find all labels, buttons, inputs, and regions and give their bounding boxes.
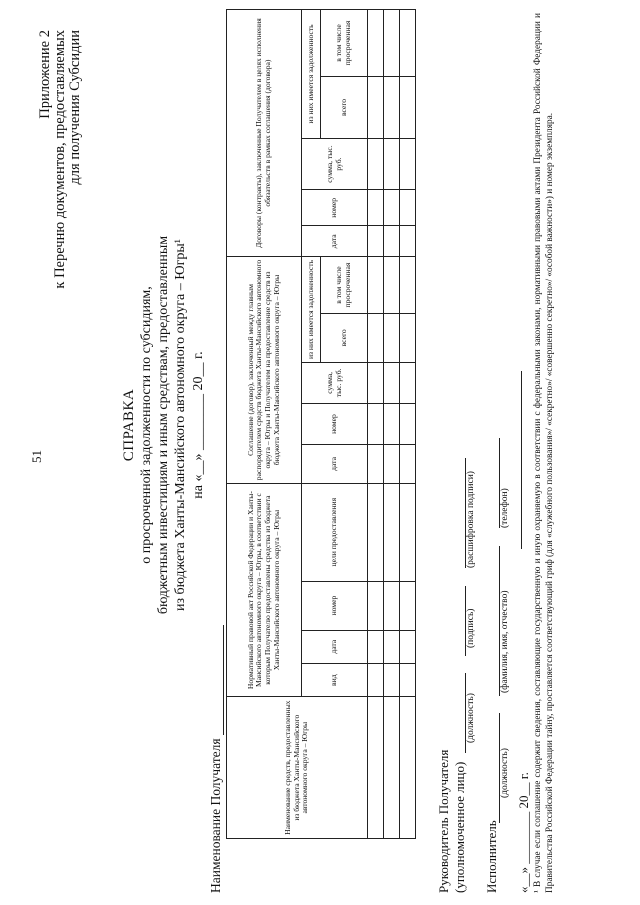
table-cell[interactable] xyxy=(400,257,416,314)
table-cell[interactable] xyxy=(400,138,416,189)
table-cell[interactable] xyxy=(400,77,416,139)
table-cell[interactable] xyxy=(400,483,416,581)
table-cell[interactable] xyxy=(368,257,384,314)
signature-date-line: «__» ________ 20__ г. xyxy=(516,772,531,893)
appendix-header xyxy=(38,30,84,390)
head-sub-label: (уполномоченное лицо) xyxy=(452,761,467,893)
table-cell[interactable] xyxy=(384,445,400,484)
recipient-name-field[interactable] xyxy=(209,625,224,735)
table-cell[interactable] xyxy=(368,190,384,226)
title-line-2: бюджетным инвестициям и иным средствам, предоставленным xyxy=(156,235,172,615)
phone-caption: (телефон) xyxy=(500,488,510,528)
position-caption: (должность) xyxy=(466,693,476,743)
table-cell[interactable] xyxy=(368,483,384,581)
appendix-line-3: для получения Субсидии xyxy=(67,30,84,185)
executor-label: Исполнитель xyxy=(484,820,499,893)
header-contract-date: дата xyxy=(302,226,368,257)
executor-position-caption: (должность) xyxy=(500,748,510,798)
title-date-line: на «__» ________ 20__ г. xyxy=(190,351,206,499)
table-cell[interactable] xyxy=(384,403,400,444)
table-cell[interactable] xyxy=(400,697,416,839)
recipient-name-row xyxy=(208,625,224,893)
executor-fio-field[interactable] xyxy=(486,546,500,696)
signature-caption: (подпись) xyxy=(466,608,476,648)
table-cell[interactable] xyxy=(384,10,400,77)
table-cell[interactable] xyxy=(368,403,384,444)
table-cell[interactable] xyxy=(400,362,416,403)
document-title xyxy=(120,115,207,735)
table-cell[interactable] xyxy=(384,138,400,189)
title-line-1: о просроченной задолженности по субсидиям, xyxy=(139,286,155,564)
table-cell[interactable] xyxy=(384,257,400,314)
footnote: ¹ В случае если соглашение содержит сведения, составляющие государственную и иную охраняемую в соответствии с федеральными законами, нормативными правовыми актами Президента Российской Федерации и Правительства Российской Федерации тайну, проставляется соответствующий гриф (для «служебного пользования»/ «секретно»/ «совершенно секретно»/ «особой важности») и номер экземпляра. xyxy=(533,13,555,893)
executor-lines xyxy=(484,439,500,824)
header-purpose: цели предоставления xyxy=(302,483,368,581)
header-contract-overdue: в том числе просроченная xyxy=(321,10,368,77)
header-agreement-sum: сумма, тыс. руб. xyxy=(302,362,368,403)
table-row xyxy=(384,10,400,839)
header-agreement-number: номер xyxy=(302,403,368,444)
header-vid: вид xyxy=(302,663,368,696)
table-cell[interactable] xyxy=(384,362,400,403)
header-npa-date: дата xyxy=(302,630,368,663)
table-row xyxy=(368,10,384,839)
appendix-line-2: к Перечню документов, предоставляемых xyxy=(52,30,69,289)
table-cell[interactable] xyxy=(368,663,384,696)
table-cell[interactable] xyxy=(400,663,416,696)
executor-phone-field[interactable] xyxy=(486,439,500,529)
table-cell[interactable] xyxy=(384,313,400,362)
page-number: 51 xyxy=(29,450,44,463)
table-cell[interactable] xyxy=(384,697,400,839)
decoding-caption: (расшифровка подписи) xyxy=(466,471,476,568)
table-cell[interactable] xyxy=(384,581,400,630)
fio-caption: (фамилия, имя, отчество) xyxy=(500,590,510,693)
table-cell[interactable] xyxy=(384,226,400,257)
table-cell[interactable] xyxy=(400,403,416,444)
table-cell[interactable] xyxy=(384,483,400,581)
header-contract-debt: из них имеется задолженность xyxy=(302,10,321,139)
table-cell[interactable] xyxy=(400,10,416,77)
table-cell[interactable] xyxy=(368,697,384,839)
table-cell[interactable] xyxy=(368,77,384,139)
table-cell[interactable] xyxy=(368,138,384,189)
table-cell[interactable] xyxy=(368,445,384,484)
table-cell[interactable] xyxy=(400,445,416,484)
table-cell[interactable] xyxy=(384,630,400,663)
table-cell[interactable] xyxy=(400,226,416,257)
debt-table xyxy=(226,9,416,839)
header-npa-number: номер xyxy=(302,581,368,630)
executor-position-field[interactable] xyxy=(486,713,500,823)
header-contract-number: номер xyxy=(302,190,368,226)
table-cell[interactable] xyxy=(384,190,400,226)
table-cell[interactable] xyxy=(368,581,384,630)
header-agreement: Соглашение (договор), заключенный между главным распорядителем средств бюджета Ханты-Мансийского автономного округа – Югры и Получателем на предоставление средств из бюджета Ханты-Мансийского автономного округа – Югры xyxy=(227,257,302,484)
header-funds-name: Наименование средств, предоставленных из бюджета Ханты-Мансийского автономного округа – Югры xyxy=(227,697,368,839)
footnote-separator xyxy=(521,371,522,549)
head-decoding-field[interactable] xyxy=(452,459,466,569)
title-line-3: из бюджета Ханты-Мансийского автономного округа – Югры¹ xyxy=(173,239,189,611)
table-cell[interactable] xyxy=(400,630,416,663)
header-agreement-date: дата xyxy=(302,445,368,484)
table-cell[interactable] xyxy=(400,313,416,362)
header-contract-sum: сумма, тыс. руб. xyxy=(302,138,368,189)
table-row xyxy=(400,10,416,839)
header-agreement-total: всего xyxy=(321,313,368,362)
table-cell[interactable] xyxy=(368,10,384,77)
table-cell[interactable] xyxy=(368,313,384,362)
table-cell[interactable] xyxy=(384,663,400,696)
table-cell[interactable] xyxy=(400,190,416,226)
head-signature-field[interactable] xyxy=(452,586,466,656)
appendix-line-1: Приложение 2 xyxy=(37,30,53,119)
header-contract-total: всего xyxy=(321,77,368,139)
table-cell[interactable] xyxy=(368,630,384,663)
table-cell[interactable] xyxy=(368,226,384,257)
head-label: Руководитель Получателя xyxy=(436,749,451,893)
title-heading: СПРАВКА xyxy=(121,388,137,462)
header-agreement-debt: из них имеется задолженность xyxy=(302,257,321,363)
table-cell[interactable] xyxy=(400,581,416,630)
table-cell[interactable] xyxy=(368,362,384,403)
header-agreement-overdue: в том числе просроченная xyxy=(321,257,368,314)
header-contracts: Договоры (контракты), заключенные Получателем в целях исполнения обязательств в рамках соглашения (договора) xyxy=(227,10,302,257)
table-cell[interactable] xyxy=(384,77,400,139)
head-lines xyxy=(450,459,466,754)
head-position-field[interactable] xyxy=(452,673,466,753)
recipient-name-label: Наименование Получателя xyxy=(208,738,223,893)
header-npa: Нормативный правовой акт Российской Федерации и Ханты-Мансийского автономного округа – Югры, в соответствии с которым Получателю предоставлены средства из бюджета Ханты-Мансийского автономного округа – Югры xyxy=(227,483,302,697)
